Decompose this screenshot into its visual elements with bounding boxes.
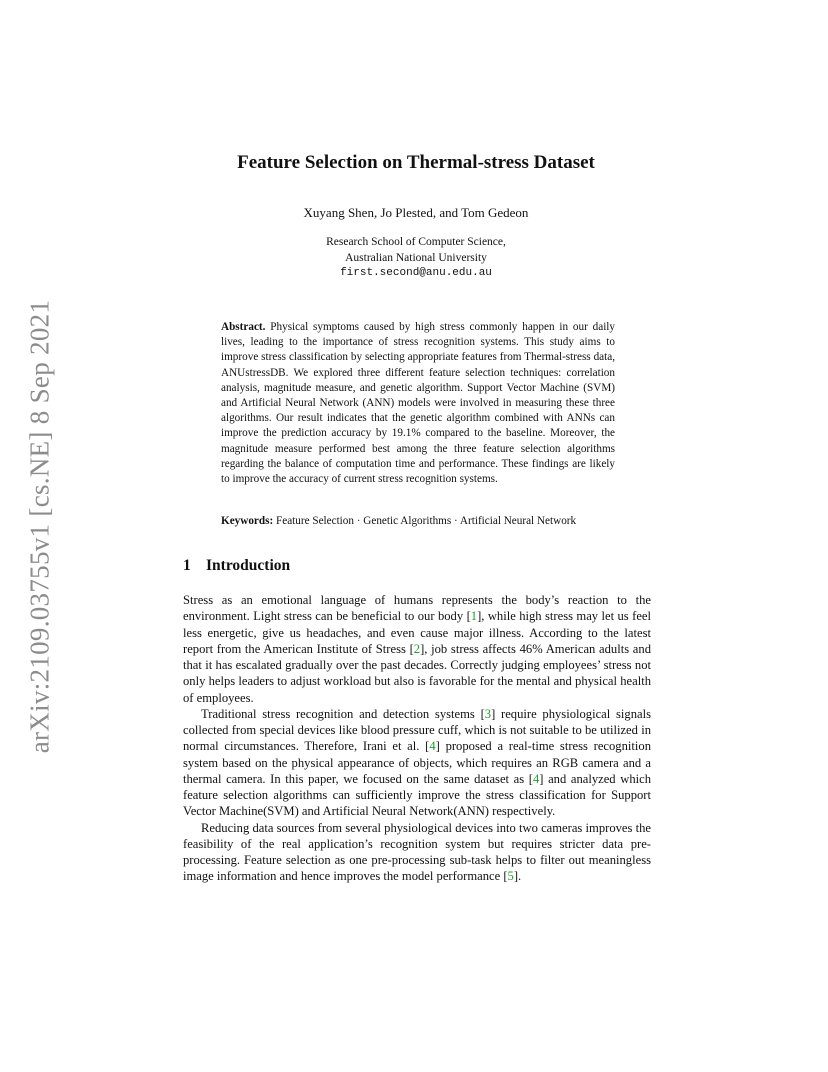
arxiv-stamp-text: arXiv:2109.03755v1 [cs.NE] 8 Sep 2021 bbox=[24, 299, 55, 753]
keywords-label: Keywords: bbox=[221, 515, 274, 527]
section-title: Introduction bbox=[206, 557, 291, 574]
abstract-label: Abstract. bbox=[221, 321, 266, 333]
paragraph-text: Reducing data sources from several physiological devices into two cameras improves the feasibility of the real application’s recognition system but requires stricter data pre-processing. Feature selection as one pre-processing sub-task helps to filter out meaningless image information and hence improves the model performance bbox=[183, 820, 651, 884]
paragraph-3 bbox=[183, 820, 651, 885]
arxiv-identifier-stamp bbox=[20, 296, 60, 756]
paragraph-text: proposed a real-time stress recognition system based on the physical appearance of objects, which requires an RGB camera and a thermal camera. In this paper, we focused on the same dataset as bbox=[183, 739, 651, 786]
paragraph-text: , job stress affects 46% American adults and that it has escalated gradually over the past decades. Correctly judging employees’ stress not only helps leaders to adjust workload but also is favorable for the mental and physical health of employees. bbox=[183, 641, 651, 705]
citation-link[interactable]: [ 4 ] bbox=[529, 772, 544, 786]
paragraph-text: Traditional stress recognition and detection systems bbox=[201, 706, 481, 721]
citation-link[interactable]: [ 3 ] bbox=[481, 707, 496, 721]
abstract-text: Physical symptoms caused by high stress commonly happen in our daily lives, leading to the importance of stress recognition systems. This study aims to improve stress classification by selecting appropriate features from Thermal-stress data, ANUstressDB. We explored three different feature selection techniques: correlation analysis, magnitude measure, and genetic algorithm. Support Vector Machine (SVM) and Artificial Neural Network (ANN) models were involved in measuring these three algorithms. Our result indicates that the genetic algorithm combined with ANNs can improve the prediction accuracy by 19.1% compared to the baseline. Moreover, the magnitude measure performed best among the three feature selection algorithms regarding the balance of computation time and performance. These findings are likely to improve the accuracy of current stress recognition systems. bbox=[221, 321, 616, 486]
author-email: first.second@anu.edu.au bbox=[340, 267, 492, 279]
citation-link[interactable]: [ 1 ] bbox=[467, 609, 482, 623]
abstract bbox=[221, 320, 615, 487]
citation-link[interactable]: [ 2 ] bbox=[410, 642, 425, 656]
paragraph-text: . bbox=[518, 869, 522, 884]
affiliation-block bbox=[150, 235, 682, 282]
keywords-text: Feature Selection · Genetic Algorithms · Artificial Neural Network bbox=[276, 515, 577, 527]
citation-link[interactable]: [ 4 ] bbox=[425, 739, 440, 753]
paper-title: Feature Selection on Thermal-stress Dataset bbox=[237, 152, 595, 173]
author-list: Xuyang Shen, Jo Plested, and Tom Gedeon bbox=[303, 205, 529, 220]
paragraph-2 bbox=[183, 706, 651, 820]
affiliation-line-1: Research School of Computer Science, bbox=[326, 236, 506, 248]
affiliation-line-2: Australian National University bbox=[345, 251, 487, 264]
paragraph-text: require physiological signals collected from special devices like blood pressure cuff, which is not suitable to be utilized in normal circumstances. Therefore, Irani et al. bbox=[183, 706, 652, 754]
section-heading bbox=[183, 557, 290, 575]
introduction-body bbox=[183, 592, 651, 885]
paragraph-text: and analyzed which feature selection algorithms can sufficiently improve the stress classification for Support Vector Machine(SVM) and Artificial Neural Network(ANN) respectively. bbox=[183, 771, 651, 819]
keywords bbox=[221, 514, 615, 529]
paragraph-text: , while high stress may let us feel less energetic, give us headaches, and even cause major illness. According to the latest report from the American Institute of Stress bbox=[183, 609, 651, 656]
citation-link[interactable]: [ 5 ] bbox=[503, 869, 518, 883]
paragraph-1 bbox=[183, 592, 651, 706]
paragraph-text: Stress as an emotional language of humans represents the body’s reaction to the environment. Light stress can be beneficial to our body bbox=[183, 593, 651, 624]
section-number: 1 bbox=[183, 557, 191, 574]
